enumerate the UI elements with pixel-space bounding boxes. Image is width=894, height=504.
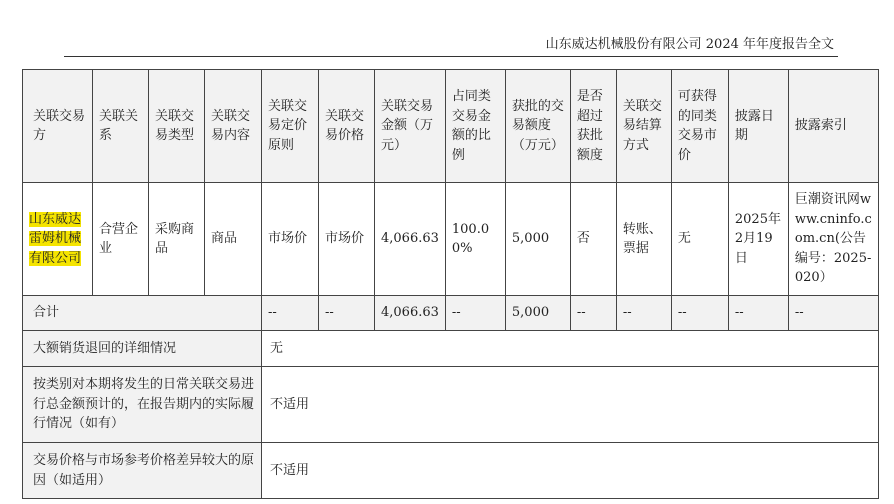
cell-disclosure-index: 巨潮资讯网www.cninfo.com.cn(公告编号：2025-020） <box>788 183 878 296</box>
total-ratio: -- <box>445 296 505 331</box>
column-header: 获批的交易额度（万元） <box>505 70 570 183</box>
info-value: 不适用 <box>262 367 879 443</box>
column-header: 关联交易方 <box>23 70 93 183</box>
cell-exceeds: 否 <box>570 183 616 296</box>
info-label: 交易价格与市场参考价格差异较大的原因（如适用） <box>23 443 262 499</box>
cell-price: 市场价 <box>319 183 375 296</box>
info-row <box>23 331 879 367</box>
cell-approved-quota: 5,000 <box>505 183 570 296</box>
total-exceeds: -- <box>570 296 616 331</box>
total-market-price: -- <box>671 296 728 331</box>
total-disclosure-date: -- <box>728 296 788 331</box>
column-header: 关联交易类型 <box>149 70 205 183</box>
related-transactions-table <box>22 69 879 499</box>
cell-party <box>23 183 93 296</box>
info-value: 无 <box>262 331 879 367</box>
cell-ratio: 100.00% <box>445 183 505 296</box>
info-label: 按类别对本期将发生的日常关联交易进行总金额预计的，在报告期内的实际履行情况（如有） <box>23 367 262 443</box>
info-label: 大额销货退回的详细情况 <box>23 331 262 367</box>
column-header: 是否超过获批额度 <box>570 70 616 183</box>
cell-disclosure-date: 2025年2月19日 <box>728 183 788 296</box>
cell-type: 采购商品 <box>149 183 205 296</box>
cell-relation: 合营企业 <box>93 183 149 296</box>
cell-settlement: 转账、票据 <box>616 183 671 296</box>
cell-market-price: 无 <box>671 183 728 296</box>
column-header: 披露索引 <box>788 70 878 183</box>
column-header: 关联交易内容 <box>205 70 262 183</box>
info-row <box>23 443 879 499</box>
table-header-row <box>23 70 879 183</box>
column-header: 关联交易结算方式 <box>616 70 671 183</box>
total-row <box>23 296 879 331</box>
cell-amount: 4,066.63 <box>375 183 446 296</box>
column-header: 关联交易价格 <box>319 70 375 183</box>
column-header: 关联关系 <box>93 70 149 183</box>
total-settlement: -- <box>616 296 671 331</box>
total-label: 合计 <box>23 296 262 331</box>
cell-content: 商品 <box>205 183 262 296</box>
table-row <box>23 183 879 296</box>
column-header: 披露日期 <box>728 70 788 183</box>
total-price: -- <box>319 296 375 331</box>
column-header: 关联交易金额（万元） <box>375 70 446 183</box>
report-header-title: 山东威达机械股份有限公司 2024 年年度报告全文 <box>545 37 834 52</box>
column-header: 可获得的同类交易市价 <box>671 70 728 183</box>
highlighted-party-name: 山东威达雷姆机械有限公司 <box>29 211 82 266</box>
total-disclosure-index: -- <box>788 296 878 331</box>
header-divider <box>64 56 838 57</box>
total-approved-quota: 5,000 <box>505 296 570 331</box>
column-header: 占同类交易金额的比例 <box>445 70 505 183</box>
info-value: 不适用 <box>262 443 879 499</box>
info-row <box>23 367 879 443</box>
total-amount: 4,066.63 <box>375 296 446 331</box>
column-header: 关联交易定价原则 <box>262 70 319 183</box>
total-pricing-principle: -- <box>262 296 319 331</box>
cell-pricing-principle: 市场价 <box>262 183 319 296</box>
